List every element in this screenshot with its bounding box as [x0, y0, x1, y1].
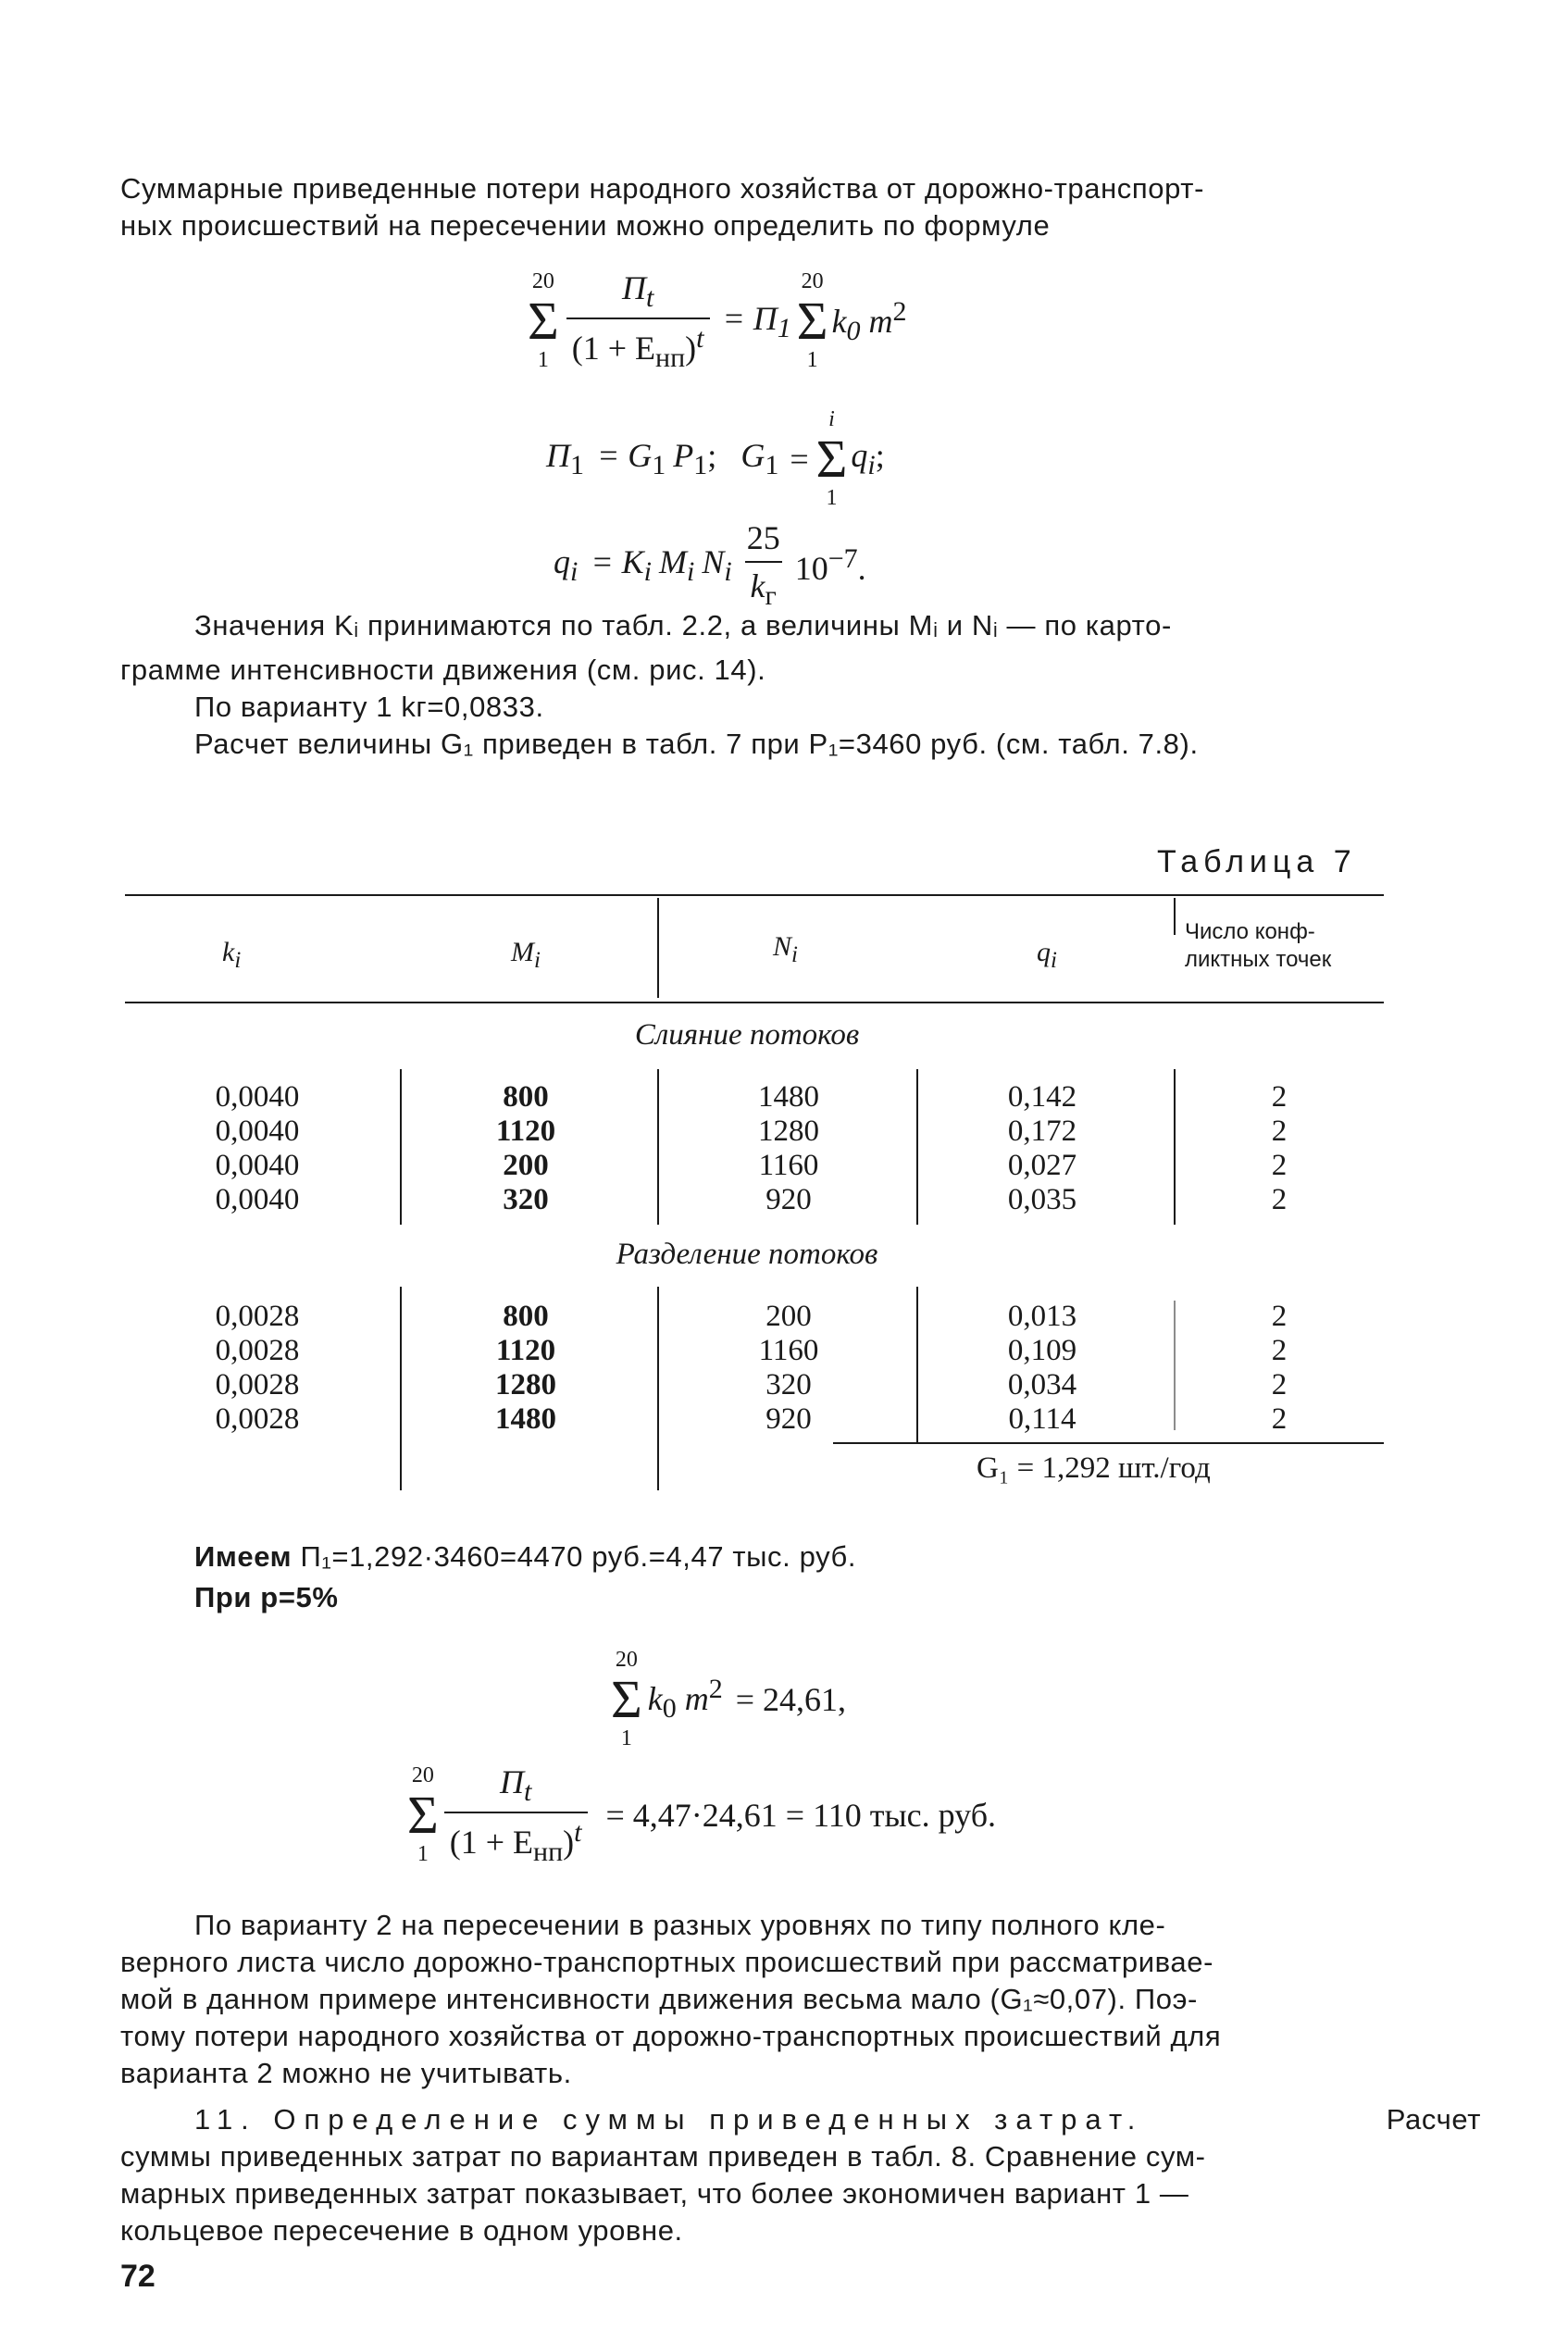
- table-cell: 0,013: [1007, 1300, 1077, 1333]
- table-cell: 0,172: [1007, 1115, 1077, 1148]
- table-cell: 2: [1271, 1334, 1288, 1367]
- header-k: $k_i$: [222, 937, 242, 973]
- table-cell: 1480: [495, 1402, 556, 1436]
- table-cell: 0,142: [1007, 1080, 1077, 1114]
- para1-line-3: По варианту 1 kг=0,0833.: [194, 691, 544, 723]
- fraction-25-kg: $\frac{25}{k_г}$: [741, 518, 786, 612]
- table-cell: 0,034: [1007, 1368, 1077, 1401]
- header-q: $q_i$: [1037, 937, 1057, 973]
- result-line-1: Имеем П₁=1,292·3460=4470 руб.=4,47 тыс. руб.: [194, 1540, 857, 1573]
- table-cell: 200: [765, 1300, 812, 1333]
- col-sep-1: [400, 1069, 402, 1225]
- table-cell: 1160: [758, 1149, 819, 1182]
- formula-sum-k0-m2: 20 Σ 1 $k_0$ $m^2$ = 24,61,: [611, 1648, 847, 1750]
- col-sep-3c: [916, 1287, 918, 1442]
- table-cell: 1120: [495, 1334, 556, 1367]
- formula-total-losses: 20 Σ 1 $\frac{П_t}{(1 + E_{нп})^t}$ = 4,47·24,61 = 110 тыс. руб.: [407, 1763, 997, 1868]
- table-cell: 2: [1271, 1402, 1288, 1436]
- table-caption: Таблица 7: [1157, 844, 1357, 879]
- section-11-heading: 11. Определение суммы приведенных затрат.: [194, 2103, 1144, 2136]
- table-cell: 0,114: [1008, 1402, 1076, 1436]
- table-cell: 0,035: [1007, 1183, 1077, 1216]
- table-cell: 2: [1271, 1080, 1288, 1114]
- table-cell: 0,0028: [215, 1402, 300, 1436]
- col-sep-4c: [1174, 1301, 1176, 1430]
- table-top-rule: [125, 894, 1384, 896]
- col-sep-4: [1174, 898, 1176, 935]
- table-cell: 0,0040: [215, 1149, 300, 1182]
- col-sep-2b: [657, 1069, 659, 1225]
- table-cell: 2: [1271, 1300, 1288, 1333]
- fraction-1: $\frac{П_t}{(1 + E_{нп})^t}$: [566, 268, 710, 374]
- formula-losses-g1: $П_1$ = $G_1$ $P_1$; $G_1$ = i Σ 1 $q_i$;: [546, 407, 885, 510]
- intro-paragraph: [120, 170, 1472, 244]
- table-total: G₁ = 1,292 шт./год: [977, 1451, 1211, 1485]
- col-sep-2c: [657, 1287, 659, 1490]
- table-cell: 320: [503, 1183, 549, 1216]
- header-conflict-points: Число конф- ликтных точек: [1185, 919, 1332, 972]
- header-n: $N_i$: [773, 931, 798, 967]
- table-cell: 2: [1271, 1183, 1288, 1216]
- intro-line-2: ных происшествий на пересечении можно определить по формуле: [120, 209, 1051, 242]
- result-line-2: При p=5%: [194, 1581, 339, 1613]
- sum-operator-1: 20 Σ 1: [528, 269, 559, 373]
- table-cell: 800: [503, 1300, 549, 1333]
- table-cell: 920: [765, 1183, 812, 1216]
- page-number: 72: [120, 2259, 156, 2294]
- table-cell: 2: [1271, 1368, 1288, 1401]
- col-sep-1c: [400, 1287, 402, 1490]
- sum-operator-3: i Σ 1: [815, 407, 848, 510]
- para1-line-4: Расчет величины G₁ приведен в табл. 7 при P₁=3460 руб. (см. табл. 7.8).: [194, 728, 1199, 760]
- formula-sum-losses: 20 Σ 1 $\frac{П_t}{(1 + E_{нп})^t}$ = $П_1$ 20 Σ 1 $k_0$ $m^2$: [528, 269, 907, 374]
- table-cell: 0,0040: [215, 1115, 300, 1148]
- table-cell: 0,0028: [215, 1300, 300, 1333]
- paragraph-variant-2: По варианту 2 на пересечении в разных уровнях по типу полного кле- верного листа число дорожно-транспортных происшествий при рассматривае- мой в данном примере интенсивности движения весьма мало (G₁≈0,07). Поэ- тому потери народного хозяйства от дорожно-транспортных происшествий для варианта 2 можно не учитывать.: [120, 1909, 1222, 2089]
- section-split-title: Разделение потоков: [616, 1238, 878, 1271]
- sum-operator-5: 20 Σ 1: [407, 1763, 439, 1867]
- paragraph-section-11: 11. Определение суммы приведенных затрат. Расчет суммы приведенных затрат по вариантам приведен в табл. 8. Сравнение сум- марных приведенных затрат показывает, что более экономичен вариант 1 — кольцевое пересечение в одном уровне.: [120, 2103, 1481, 2247]
- table-cell: 0,0028: [215, 1334, 300, 1367]
- para1-line-2: грамме интенсивности движения (см. рис. 14).: [120, 654, 766, 686]
- para1-line-1: Значения Kᵢ принимаются по табл. 2.2, а величины Mᵢ и Nᵢ — по карто-: [194, 609, 1172, 641]
- table-cell: 1480: [758, 1080, 819, 1114]
- table-cell: 200: [503, 1149, 549, 1182]
- section-merge-title: Слияние потоков: [634, 1018, 860, 1052]
- table-cell: 0,027: [1007, 1149, 1077, 1182]
- table-cell: 0,0040: [215, 1183, 300, 1216]
- sum-operator-4: 20 Σ 1: [611, 1648, 642, 1750]
- table-cell: 920: [765, 1402, 812, 1436]
- col-sep-2: [657, 898, 659, 998]
- paragraph-values: [120, 607, 1472, 763]
- table-cell: 2: [1271, 1149, 1288, 1182]
- table-cell: 1160: [758, 1334, 819, 1367]
- table-header-rule: [125, 1002, 1384, 1003]
- table-cell: 320: [765, 1368, 812, 1401]
- sum-operator-2: 20 Σ 1: [796, 269, 828, 373]
- col-sep-4b: [1174, 1069, 1176, 1225]
- fraction-5: $\frac{П_t}{(1 + E_{нп})^t}$: [444, 1762, 588, 1868]
- table-cell: 1280: [495, 1368, 556, 1401]
- table-cell: 0,109: [1007, 1334, 1077, 1367]
- table-cell: 1280: [758, 1115, 819, 1148]
- table-total-rule: [833, 1442, 1384, 1444]
- col-sep-3: [916, 1069, 918, 1225]
- intro-line-1: Суммарные приведенные потери народного хозяйства от дорожно-транспорт-: [120, 172, 1205, 205]
- table-cell: 800: [503, 1080, 549, 1114]
- table-cell: 0,0040: [215, 1080, 300, 1114]
- table-cell: 0,0028: [215, 1368, 300, 1401]
- header-m: $M_i$: [511, 937, 541, 973]
- formula-q-i: $q_i$ = $K_i$ $M_i$ $N_i$ $\frac{25}{k_г}$ $10^{-7}$.: [554, 519, 866, 612]
- table-cell: 2: [1271, 1115, 1288, 1148]
- table-cell: 1120: [495, 1115, 556, 1148]
